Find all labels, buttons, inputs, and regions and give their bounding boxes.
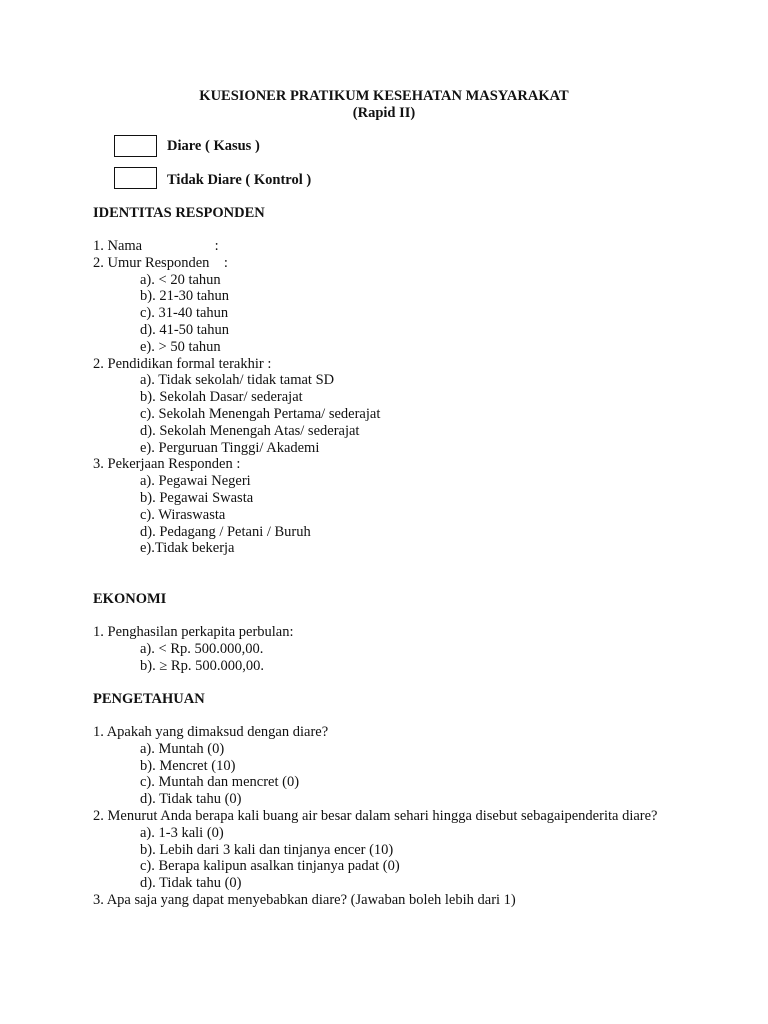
answer-option: d). 41-50 tahun: [140, 321, 229, 338]
control-label: Tidak Diare ( Kontrol ): [167, 172, 312, 188]
ekonomi-list: [93, 624, 693, 674]
ekonomi-heading: EKONOMI: [93, 591, 167, 607]
answer-option: e). > 50 tahun: [140, 338, 221, 355]
case-checkbox[interactable]: [114, 135, 157, 157]
answer-option: c). 31-40 tahun: [140, 305, 229, 322]
answer-option: a). Muntah (0): [140, 740, 225, 757]
answer-option: a). Pegawai Negeri: [140, 473, 251, 490]
answer-option: d). Pedagang / Petani / Buruh: [140, 523, 311, 540]
document-title: KUESIONER PRATIKUM KESEHATAN MASYARAKAT: [199, 88, 569, 104]
answer-option: d). Sekolah Menengah Atas/ sederajat: [140, 422, 360, 439]
pengetahuan-heading: PENGETAHUAN: [93, 691, 205, 707]
answer-option: e). Perguruan Tinggi/ Akademi: [140, 439, 320, 456]
answer-option: c). Berapa kalipun asalkan tinjanya padat (0): [140, 858, 400, 875]
question-line: 1. Nama :: [93, 238, 219, 254]
document-subtitle: (Rapid II): [352, 105, 416, 121]
control-checkbox[interactable]: [114, 167, 157, 189]
answer-option: b). Sekolah Dasar/ sederajat: [140, 389, 303, 406]
answer-option: d). Tidak tahu (0): [140, 791, 242, 808]
answer-option: b). ≥ Rp. 500.000,00.: [140, 657, 264, 674]
question-line: 1. Apakah yang dimaksud dengan diare?: [93, 724, 329, 740]
answer-option: b). Mencret (10): [140, 757, 236, 774]
question-line: 2. Umur Responden :: [93, 254, 228, 271]
case-label: Diare ( Kasus ): [167, 138, 260, 154]
answer-option: e).Tidak bekerja: [140, 540, 235, 557]
answer-option: c). Muntah dan mencret (0): [140, 774, 300, 791]
answer-option: c). Wiraswasta: [140, 506, 226, 523]
question-line: 3. Apa saja yang dapat menyebabkan diare? (Jawaban boleh lebih dari 1): [93, 891, 516, 908]
answer-option: b). Pegawai Swasta: [140, 489, 254, 506]
question-line: 1. Penghasilan perkapita perbulan:: [93, 624, 294, 640]
answer-option: a). Tidak sekolah/ tidak tamat SD: [140, 372, 335, 389]
answer-option: b). 21-30 tahun: [140, 288, 229, 305]
question-line: 2. Pendidikan formal terakhir :: [93, 355, 272, 372]
answer-option: a). 1-3 kali (0): [140, 824, 224, 841]
answer-option: a). < Rp. 500.000,00.: [140, 640, 264, 657]
answer-option: a). < 20 tahun: [140, 271, 221, 288]
question-line: 2. Menurut Anda berapa kali buang air besar dalam sehari hingga disebut sebagaipenderita diare?: [93, 807, 658, 824]
answer-option: c). Sekolah Menengah Pertama/ sederajat: [140, 405, 381, 422]
identitas-heading: IDENTITAS RESPONDEN: [93, 205, 265, 221]
answer-option: b). Lebih dari 3 kali dan tinjanya encer (10): [140, 841, 394, 858]
question-line: 3. Pekerjaan Responden :: [93, 456, 241, 473]
answer-option: d). Tidak tahu (0): [140, 875, 242, 892]
pengetahuan-list: [93, 724, 693, 909]
identitas-list: [93, 238, 693, 557]
